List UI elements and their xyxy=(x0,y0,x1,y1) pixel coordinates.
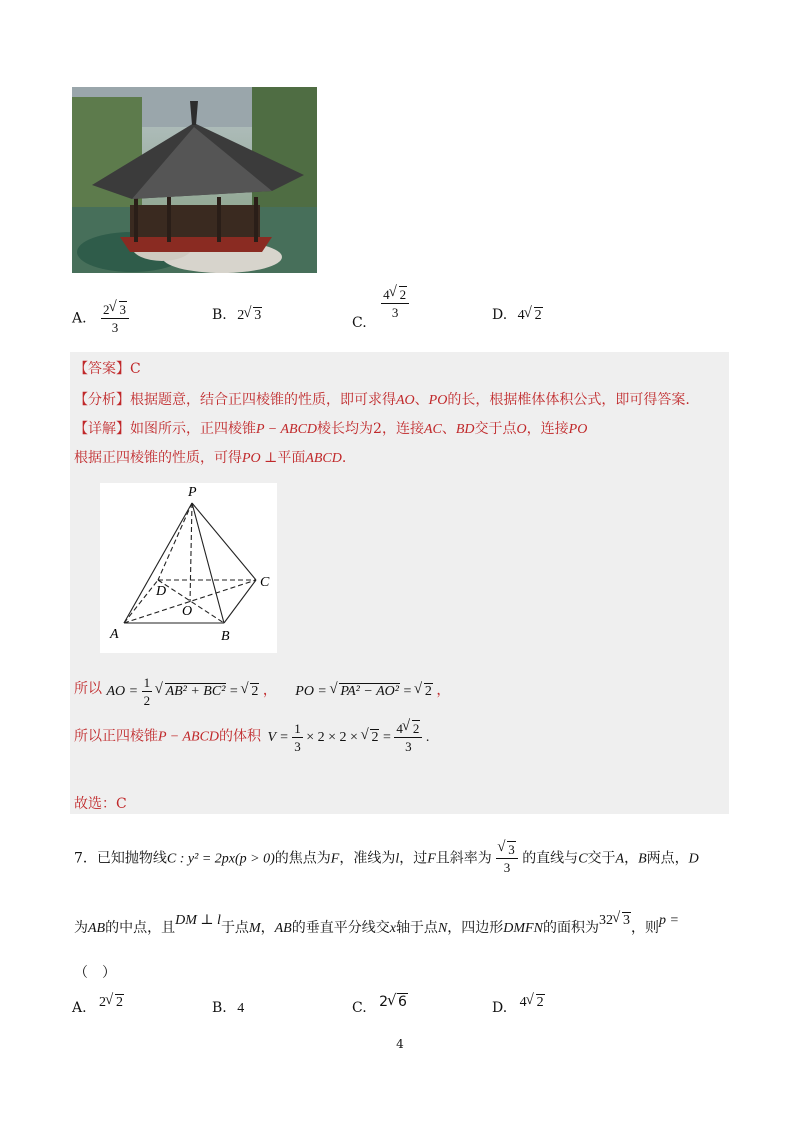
q7-option-b[interactable]: B. 4 xyxy=(212,1000,245,1016)
page-number: 4 xyxy=(396,1037,404,1051)
q6-option-c[interactable]: C. $\frac{4√ 2}{3}$ xyxy=(352,288,409,319)
label-o: O xyxy=(182,604,193,619)
q7-option-d[interactable]: D. 4√ 2 xyxy=(492,1000,545,1017)
q7-option-a[interactable]: A. 2√ 2 xyxy=(72,1000,124,1017)
pyramid-figure xyxy=(100,483,277,653)
label-b: B xyxy=(221,629,230,644)
pavilion-photo xyxy=(72,87,317,273)
analysis-line: 【分析】根据题意，结合正四棱锥的性质，即可求得AO、PO的长，根据椎体体积公式，即可得答案. xyxy=(74,392,690,408)
property-line: 根据正四棱锥的性质，可得PO ⊥平面ABCD. xyxy=(74,450,347,466)
q6-option-d[interactable]: D. 4√ 2 xyxy=(492,307,543,324)
ao-po-line: 所以 AO = $\frac{1}{2}$ √ AB² + BC² = √ 2 ， PO = √ PA² − AO² = √ 2 ， xyxy=(74,676,450,707)
detail-line: 【详解】如图所示，正四棱锥P − ABCD棱长均为2，连接AC、BD交于点O，连接PO xyxy=(74,421,588,437)
q7-paren: （ ） xyxy=(74,965,116,981)
label-a: A xyxy=(110,627,119,642)
fraction: $\frac{2√ 3}{3}$ xyxy=(101,303,129,334)
q7-option-c[interactable]: C. 2√ 6 xyxy=(352,1000,408,1016)
q7-line-2: 为AB的中点，且DM ⊥ l于点M，AB的垂直平分线交x轴于点N，四边形DMFN的面积为32√ 3，则p = xyxy=(74,917,679,937)
label-d: D xyxy=(156,584,167,599)
fraction: $\frac{4√ 2}{3}$ xyxy=(381,288,409,319)
answer-line: 【答案】C xyxy=(74,361,141,377)
label-p: P xyxy=(188,485,197,500)
volume-line: 所以正四棱锥P − ABCD的体积 V = $\frac{1}{3}$ × 2 × 2 × √ 2 = $\frac{4√ 2}{3}$ . xyxy=(74,722,429,753)
q6-option-a[interactable]: A. $\frac{2√ 3}{3}$ xyxy=(72,303,129,334)
label-c: C xyxy=(260,575,270,590)
q6-option-b[interactable]: B. 2√ 3 xyxy=(212,307,262,324)
q7-line-1: 7．已知抛物线C : y² = 2px(p > 0)的焦点为F，准线为l，过F且斜率为 √ $\frac{3}{3}$ 的直线与C交于A，B两点，D xyxy=(74,843,699,874)
choice-line: 故选：C xyxy=(74,796,127,812)
